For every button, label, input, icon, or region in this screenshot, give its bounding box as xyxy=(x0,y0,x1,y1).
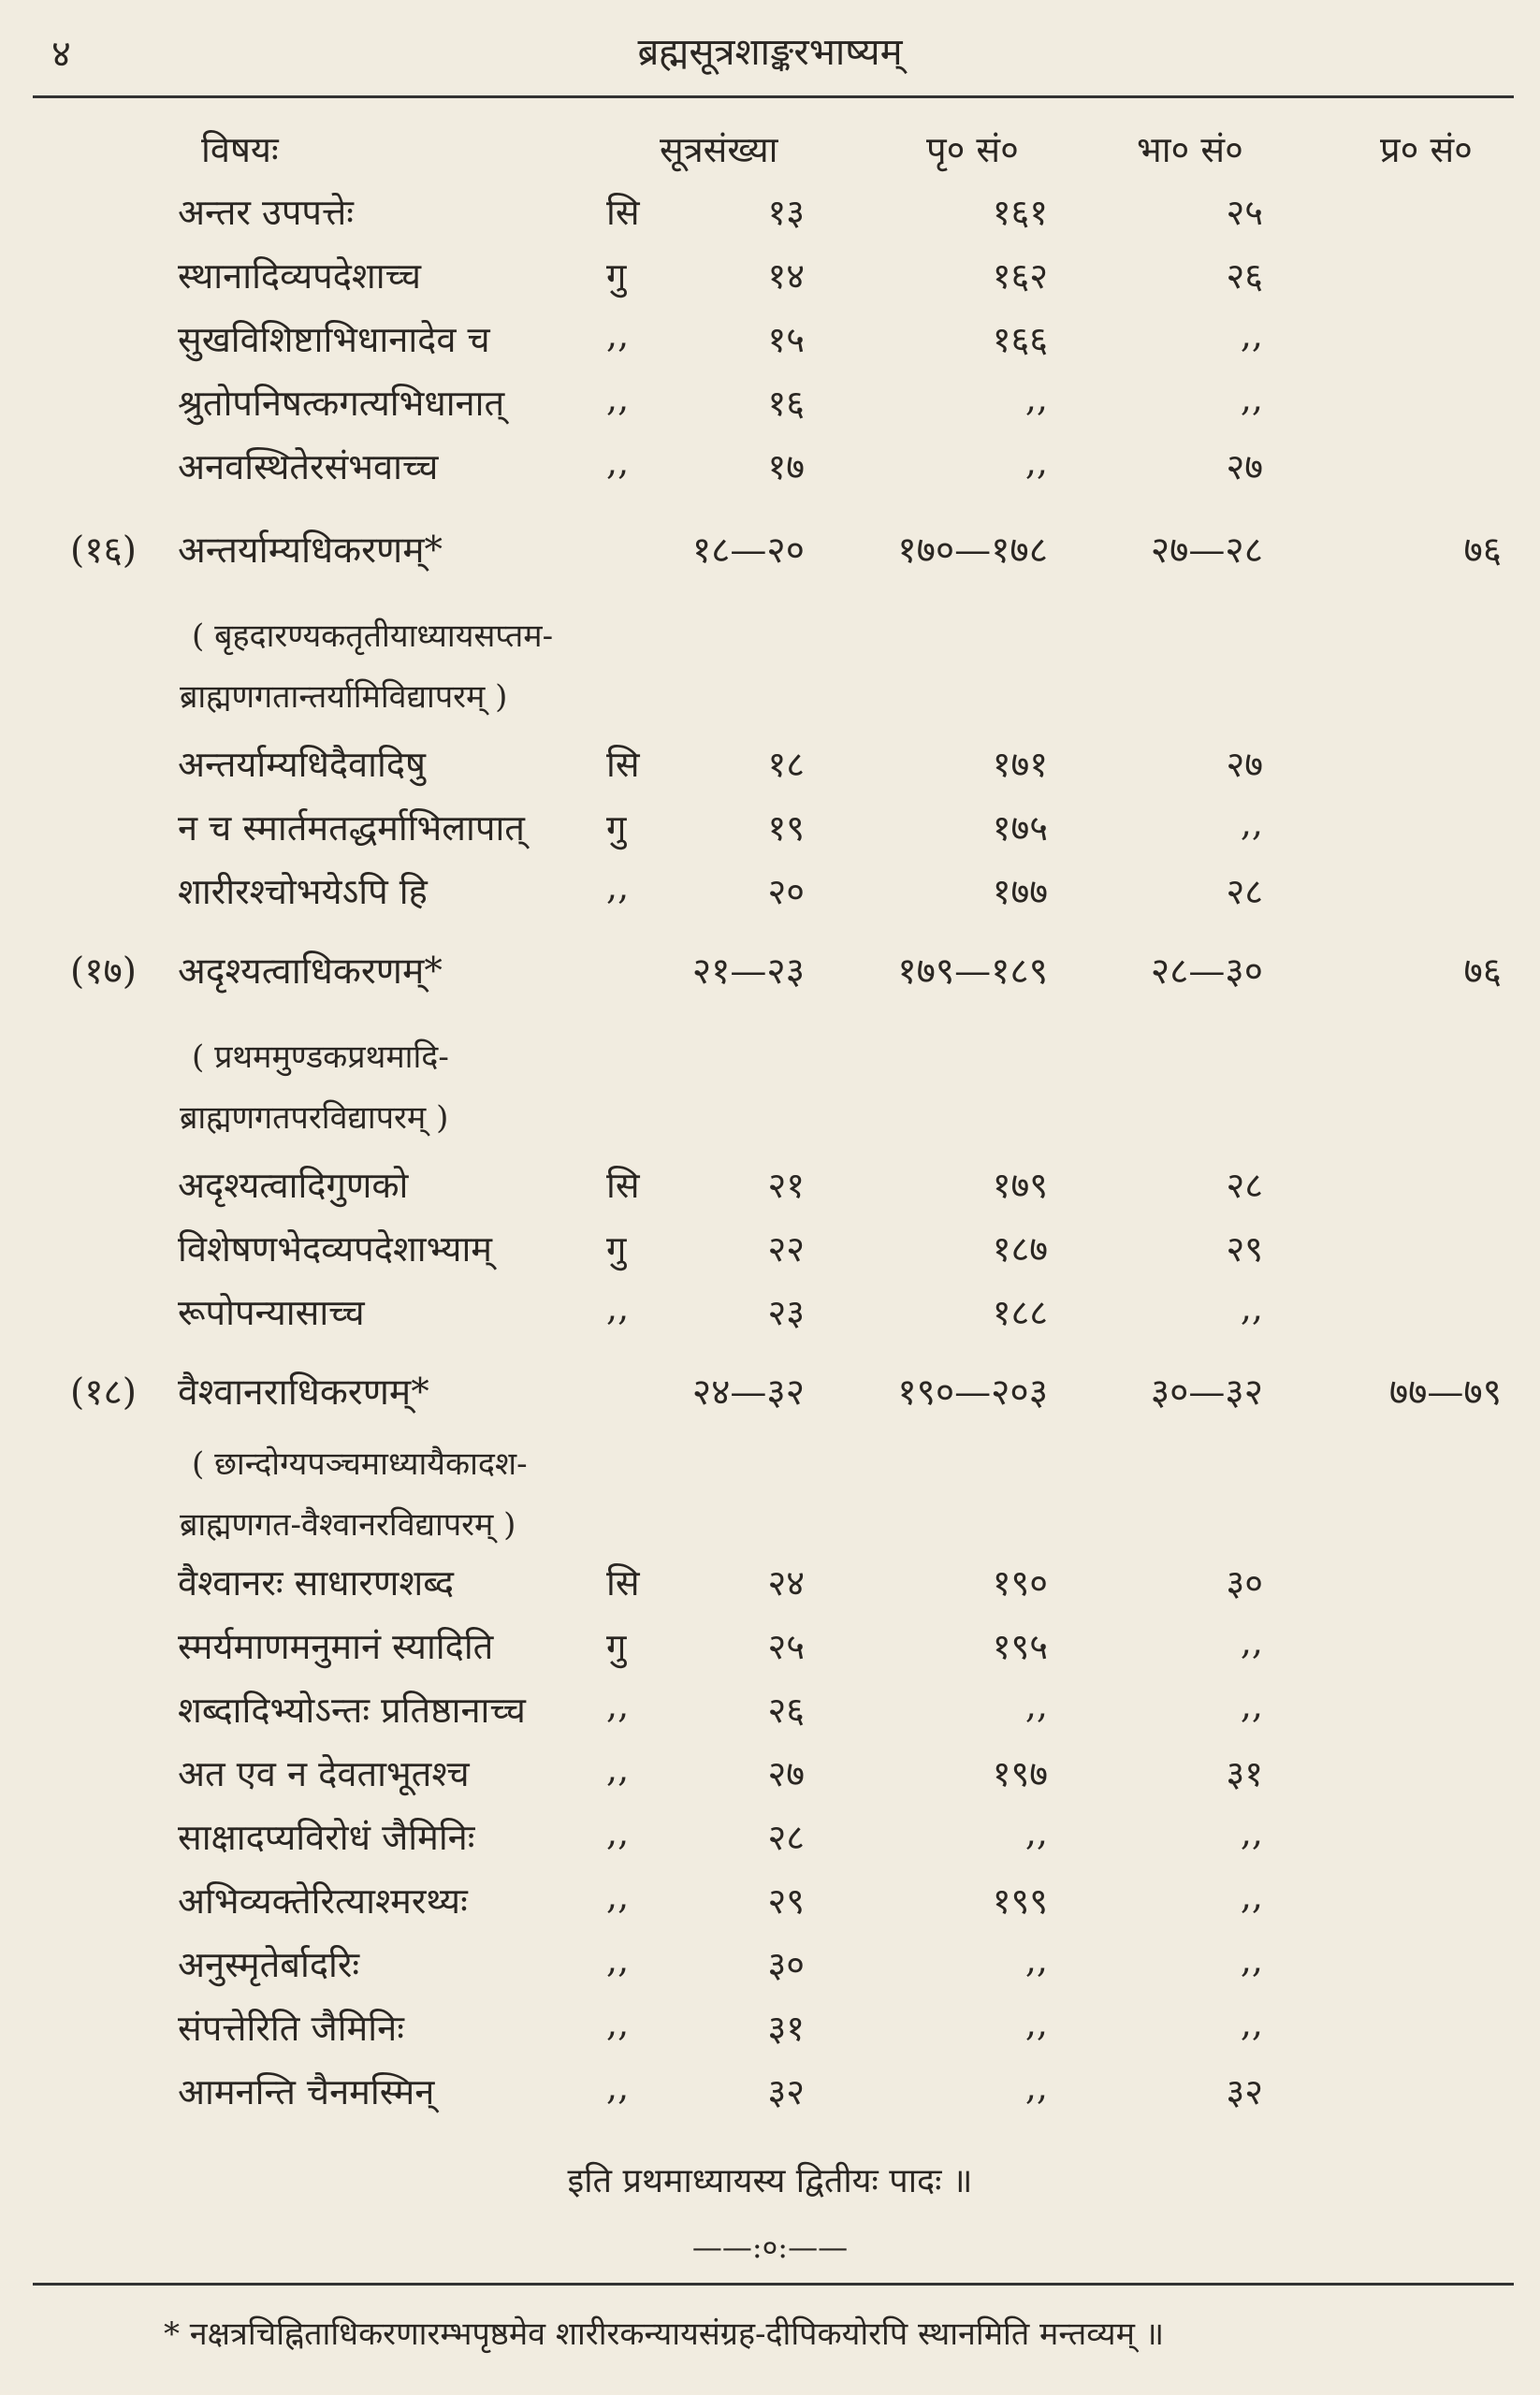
page-number-cell: १७५ xyxy=(992,807,1048,849)
sutra-number: २० xyxy=(767,871,805,912)
bhaga-range: २७—२८ xyxy=(1150,530,1263,572)
section-heading xyxy=(0,524,1540,580)
sutra-name: स्थानादिव्यपदेशाच्च xyxy=(178,255,422,297)
footnote-rule xyxy=(33,2283,1514,2286)
footnote: * नक्षत्रचिह्निताधिकरणारम्भपृष्ठमेव शारीरकन्यायसंग्रह-दीपिकयोरपि स्थानमिति मन्तव्यम् ॥ xyxy=(164,2315,1165,2353)
bhaga-number: ३२ xyxy=(1226,2071,1263,2112)
pra-number: ७६ xyxy=(1463,951,1502,993)
sutra-range: २४—३२ xyxy=(691,1372,805,1414)
table-row xyxy=(0,442,1540,498)
table-row xyxy=(0,1749,1540,1805)
sutra-number: १५ xyxy=(767,319,805,360)
col-subject: विषयः xyxy=(201,129,279,170)
sutra-number: ३० xyxy=(767,1944,805,1985)
section-title: अदृश्यत्वाधिकरणम्* xyxy=(178,951,443,993)
page-number-cell: १९९ xyxy=(992,1880,1048,1922)
bhaga-number: ,, xyxy=(1240,1621,1263,1662)
bhaga-number: ३० xyxy=(1226,1562,1263,1604)
table-row xyxy=(0,1621,1540,1677)
sutra-name: संपत्तेरिति जैमिनिः xyxy=(178,2008,404,2049)
sutra-mark: सि xyxy=(606,192,640,233)
bhaga-number: २६ xyxy=(1226,255,1263,297)
table-row xyxy=(0,314,1540,370)
table-row xyxy=(0,1876,1540,1932)
page-number-cell: ,, xyxy=(1024,1812,1048,1853)
sutra-number: २७ xyxy=(767,1753,805,1794)
bhaga-number: ,, xyxy=(1240,1287,1263,1328)
bhaga-number: ३१ xyxy=(1226,1753,1263,1794)
section-title: अन्तर्याम्यधिकरणम्* xyxy=(178,530,443,572)
bhaga-range: २८—३० xyxy=(1150,951,1263,993)
bhaga-range: ३०—३२ xyxy=(1150,1372,1263,1414)
sutra-mark: ,, xyxy=(606,1685,630,1726)
sutra-number: २५ xyxy=(767,1626,805,1667)
section-number: (१७) xyxy=(70,951,137,993)
sutra-number: ३२ xyxy=(767,2071,805,2112)
sutra-mark: ,, xyxy=(606,2003,630,2044)
sutra-name: सुखविशिष्टाभिधानादेव च xyxy=(178,319,490,360)
table-row xyxy=(0,866,1540,922)
bhaga-number: २७ xyxy=(1226,446,1263,487)
sutra-mark: सि xyxy=(606,1562,640,1604)
bhaga-number: ,, xyxy=(1240,1812,1263,1853)
table-row xyxy=(0,1287,1540,1343)
chapter-closing: इति प्रथमाध्यायस्य द्वितीयः पादः ॥ xyxy=(567,2162,973,2200)
sutra-name: रूपोपन्यासाच्च xyxy=(178,1292,365,1333)
bhaga-number: ,, xyxy=(1240,314,1263,356)
page-number-cell: १७७ xyxy=(992,871,1048,912)
bhaga-number: २५ xyxy=(1226,192,1263,233)
sutra-mark: ,, xyxy=(606,866,630,907)
separator: ——:०:—— xyxy=(691,2229,849,2265)
bhaga-number: २९ xyxy=(1226,1228,1263,1270)
sutra-number: २२ xyxy=(767,1228,805,1270)
sutra-name: अदृश्यत्वादिगुणको xyxy=(178,1165,409,1206)
sutra-range: १८—२० xyxy=(691,530,805,572)
table-row xyxy=(0,187,1540,243)
section-heading xyxy=(0,1366,1540,1422)
col-pra: प्र० सं० xyxy=(1380,129,1473,170)
sutra-mark: गु xyxy=(606,1626,627,1667)
section-title: वैश्वानराधिकरणम्* xyxy=(178,1372,429,1414)
sutra-name: अभिव्यक्तेरित्याश्मरथ्यः xyxy=(178,1880,468,1922)
sutra-number: १३ xyxy=(767,192,805,233)
page-number-cell: १६१ xyxy=(992,192,1048,233)
page-range: १७०—१७८ xyxy=(897,530,1048,572)
sutra-mark: सि xyxy=(606,744,640,785)
sutra-mark: ,, xyxy=(606,1876,630,1917)
page-number-cell: १९० xyxy=(992,1562,1048,1604)
sutra-number: १९ xyxy=(767,807,805,849)
sutra-number: ३१ xyxy=(767,2008,805,2049)
table-row xyxy=(0,1685,1540,1741)
section-note-line: ( प्रथममुण्डकप्रथमादि- xyxy=(192,1038,449,1076)
page-number-cell: ,, xyxy=(1024,2067,1048,2108)
sutra-mark: गु xyxy=(606,1228,627,1270)
bhaga-number: ,, xyxy=(1240,2003,1263,2044)
sutra-name: साक्षादप्यविरोधं जैमिनिः xyxy=(178,1817,475,1858)
col-bhaga: भा० सं० xyxy=(1137,129,1243,170)
sutra-mark: गु xyxy=(606,255,627,297)
section-note-line: ( बृहदारण्यकतृतीयाध्यायसप्तम- xyxy=(192,617,554,655)
sutra-name: आमनन्ति चैनमस्मिन् xyxy=(178,2071,435,2112)
table-row xyxy=(0,803,1540,859)
page-number-cell: ,, xyxy=(1024,1685,1048,1726)
bhaga-number: ,, xyxy=(1240,378,1263,419)
sutra-name: स्मर्यमाणमनुमानं स्यादिति xyxy=(178,1626,494,1667)
sutra-number: २९ xyxy=(767,1880,805,1922)
sutra-mark: गु xyxy=(606,807,627,849)
page-number: ४ xyxy=(51,33,71,76)
bhaga-number: ,, xyxy=(1240,1876,1263,1917)
bhaga-number: २७ xyxy=(1226,744,1263,785)
sutra-name: अत एव न देवताभूतश्च xyxy=(178,1753,470,1794)
table-row xyxy=(0,1939,1540,1996)
sutra-name: न च स्मार्तमतद्धर्माभिलापात् xyxy=(178,807,525,849)
page-number-cell: ,, xyxy=(1024,442,1048,483)
pra-number: ७६ xyxy=(1463,530,1502,572)
sutra-name: श्रुतोपनिषत्कगत्यभिधानात् xyxy=(178,383,505,424)
page-number-cell: ,, xyxy=(1024,2003,1048,2044)
sutra-name: अनवस्थितेरसंभवाच्च xyxy=(178,446,439,487)
sutra-name: अन्तर उपपत्तेः xyxy=(178,192,354,233)
sutra-name: विशेषणभेदव्यपदेशाभ्याम् xyxy=(178,1228,493,1270)
section-number: (१८) xyxy=(70,1372,137,1414)
page-number-cell: १७१ xyxy=(992,744,1048,785)
sutra-mark: ,, xyxy=(606,314,630,356)
page-range: १९०—२०३ xyxy=(897,1372,1048,1414)
page-number-cell: ,, xyxy=(1024,1939,1048,1981)
sutra-mark: ,, xyxy=(606,1287,630,1328)
bhaga-number: २८ xyxy=(1226,871,1263,912)
col-page: पृ० सं० xyxy=(926,129,1019,170)
page-number-cell: १८७ xyxy=(992,1228,1048,1270)
section-note-line: ब्राह्मणगतपरविद्यापरम् ) xyxy=(180,1099,449,1137)
table-row xyxy=(0,1812,1540,1868)
section-note-line: ब्राह्मणगत-वैश्वानरविद्यापरम् ) xyxy=(180,1506,516,1544)
section-note-line: ( छान्दोग्यपञ्चमाध्यायैकादश- xyxy=(192,1445,528,1483)
table-row xyxy=(0,378,1540,434)
sutra-name: अन्तर्याम्यधिदैवादिषु xyxy=(178,744,427,785)
page-number-cell: १६२ xyxy=(992,255,1048,297)
sutra-number: २६ xyxy=(767,1690,805,1731)
sutra-name: शारीरश्चोभयेऽपि हि xyxy=(178,871,428,912)
bhaga-number: २८ xyxy=(1226,1165,1263,1206)
table-row xyxy=(0,1224,1540,1280)
page-number-cell: ,, xyxy=(1024,378,1048,419)
sutra-number: १६ xyxy=(767,383,805,424)
bhaga-number: ,, xyxy=(1240,1939,1263,1981)
sutra-name: अनुस्मृतेर्बादरिः xyxy=(178,1944,360,1985)
sutra-mark: ,, xyxy=(606,1939,630,1981)
sutra-number: १७ xyxy=(767,446,805,487)
page-number-cell: १६६ xyxy=(992,319,1048,360)
sutra-mark: ,, xyxy=(606,442,630,483)
section-heading xyxy=(0,945,1540,1001)
page-number-cell: १८८ xyxy=(992,1292,1048,1333)
bhaga-number: ,, xyxy=(1240,803,1263,844)
sutra-mark: ,, xyxy=(606,1749,630,1790)
section-note-line: ब्राह्मणगतान्तर्यामिविद्यापरम् ) xyxy=(180,678,508,716)
header-rule xyxy=(33,95,1514,98)
page-number-cell: १९५ xyxy=(992,1626,1048,1667)
bhaga-number: ,, xyxy=(1240,1685,1263,1726)
table-row xyxy=(0,1160,1540,1216)
sutra-name: शब्दादिभ्योऽन्तः प्रतिष्ठानाच्च xyxy=(178,1690,526,1731)
page-number-cell: १९७ xyxy=(992,1753,1048,1794)
table-row xyxy=(0,2067,1540,2123)
pra-number: ७७—७९ xyxy=(1388,1372,1502,1414)
page-number-cell: १७९ xyxy=(992,1165,1048,1206)
page-range: १७९—१८९ xyxy=(897,951,1048,993)
sutra-number: १८ xyxy=(767,744,805,785)
sutra-number: २८ xyxy=(767,1817,805,1858)
sutra-number: २१ xyxy=(767,1165,805,1206)
sutra-name: वैश्वानरः साधारणशब्द xyxy=(178,1562,455,1604)
table-row xyxy=(0,1558,1540,1614)
sutra-mark: सि xyxy=(606,1165,640,1206)
table-row xyxy=(0,251,1540,307)
sutra-number: १४ xyxy=(767,255,805,297)
sutra-mark: ,, xyxy=(606,2067,630,2108)
col-sutra-count: सूत्रसंख्या xyxy=(660,129,778,170)
sutra-mark: ,, xyxy=(606,378,630,419)
sutra-range: २१—२३ xyxy=(691,951,805,993)
sutra-number: २३ xyxy=(767,1292,805,1333)
sutra-mark: ,, xyxy=(606,1812,630,1853)
table-row xyxy=(0,739,1540,795)
section-number: (१६) xyxy=(70,530,137,572)
table-row xyxy=(0,2003,1540,2059)
sutra-number: २४ xyxy=(767,1562,805,1604)
page-title: ब्रह्मसूत्रशाङ्करभाष्यम् xyxy=(637,31,903,74)
